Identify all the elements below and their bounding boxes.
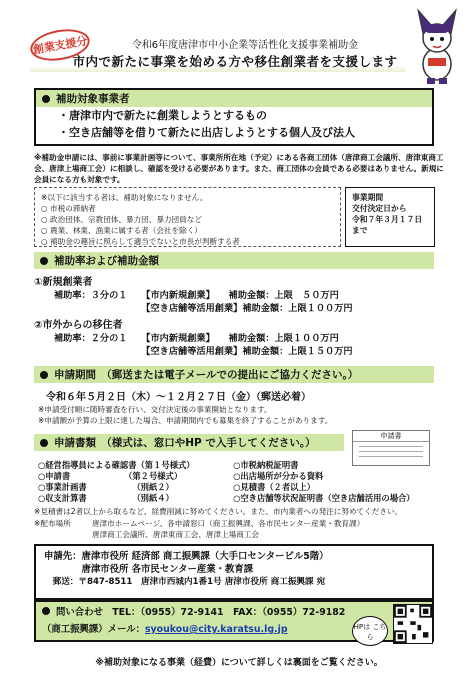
document-item: ○事業計画書 （別紙２） xyxy=(38,482,174,492)
page-title: 市内で新たに事業を始める方や移住創業者を支援します xyxy=(72,54,398,69)
target-item: ・空き店舗等を借りて新たに出店しようとする個人及び法人 xyxy=(58,126,355,139)
document-item: ○申請書 （第２号様式） xyxy=(38,471,183,481)
subsidy-rate-line: 補助率：３分の１ 【市内新規創業】 補助金額：上限 ５０万円 xyxy=(54,290,339,301)
target-item: ・唐津市内で新たに創業しようとするもの xyxy=(58,109,267,122)
bullet-icon xyxy=(42,95,50,103)
documents-heading: 申請書類 （様式は、窓口やHP で入手してください。） xyxy=(34,434,344,451)
hp-link-bubble[interactable]: HPは こちら xyxy=(352,616,388,646)
application-note: ※補助金申請には、事前に事業計画等について、事業所所在地（予定）にある各商工団体（唐津商工会議所、唐津東商工会、唐津上場商工会）に相談し、確認を受ける必要があります。また、商工団体の会員である必要はありません。新規に会員になる方も対象です。 xyxy=(34,153,444,184)
bullet-icon xyxy=(40,439,48,447)
period-line: まで xyxy=(352,226,368,235)
program-subtitle: 令和6年度唐津市中小企業等活性化支援事業補助金 xyxy=(131,40,359,51)
application-period-heading: 申請期間 （郵送または電子メールでの提出にご協力ください。） xyxy=(34,366,434,383)
documents-list xyxy=(38,460,438,504)
footer-note: ※補助対象になる事業（経費）について詳しくは裏面をご覧ください。 xyxy=(95,658,383,668)
subsidy-heading: 補助率および補助金額 xyxy=(34,252,434,269)
apply-to-box: 申請先：唐津市役所 経済部 商工振興課（大手口センタービル5階） 唐津市役所 各市民センター産業・教育課 郵送：〒847-8511 唐津市西城内1番1号 唐津市役所 商工振興課 宛 xyxy=(34,544,434,600)
support-badge: 創業支援分 xyxy=(28,25,92,65)
bullet-icon xyxy=(40,257,48,265)
exclusions-box xyxy=(34,187,341,247)
document-item: ○空き店舗等状況証明書（空き店舗活用の場合） xyxy=(233,493,415,503)
document-item: ○市税納税証明書 xyxy=(233,460,299,470)
application-notes: ※申請受付順に随時審査を行い、交付決定後の事業開始となります。 ※申請額が予算の上限に達した場合、申請期間内でも募集を終了することがあります。 xyxy=(38,405,333,425)
bullet-icon xyxy=(40,371,48,379)
exclusions-intro: ※以下に該当する者は、補助対象になりません。 xyxy=(41,193,208,202)
application-dates: 令和６年５月２日（木）～１２月２７日（金）（郵送必着） xyxy=(46,392,311,403)
period-line: 交付決定日から xyxy=(352,204,407,213)
contact-email-line: （商工振興課）メール：syoukou@city.karatsu.lg.jp xyxy=(42,624,288,635)
qr-code-icon[interactable] xyxy=(393,604,433,644)
period-label: 事業期間 xyxy=(352,193,384,202)
bullet-icon xyxy=(42,607,50,615)
contact-phone: 問い合わせ TEL：（0955）72-9141 FAX：（0955）72-9182 xyxy=(36,602,432,619)
exclusion-item: ○ 市税の滞納者 xyxy=(41,204,96,213)
project-period-box xyxy=(345,187,435,247)
target-heading: 補助対象事業者 xyxy=(36,90,432,107)
period-line: 令和７年３月１７日 xyxy=(352,215,423,224)
distribution-info: ※配布場所 唐津市ホームページ、各申請窓口（商工振興課、各市民センター産業・教育課） 唐津商工会議所、唐津東商工会、唐津上場商工会 xyxy=(34,519,365,539)
subsidy-migrant-label: ②市外からの移住者 xyxy=(34,320,123,331)
subsidy-new-label: ①新規創業者 xyxy=(34,277,93,288)
subsidy-rate-line: 【空き店舗等活用創業】補助金額：上限１５０万円 xyxy=(54,346,353,357)
document-item: ○見積書（２者以上） xyxy=(233,482,316,492)
document-item: ○収支計算書 （別紙４） xyxy=(38,493,174,503)
mascot-image xyxy=(408,6,466,86)
email-link[interactable]: syoukou@city.karatsu.lg.jp xyxy=(144,624,288,635)
exclusion-item: ○ 政治団体、宗教団体、暴力団、暴力団員など xyxy=(41,215,202,224)
document-item: ○出店場所が分かる資料 xyxy=(233,471,324,481)
target-section xyxy=(34,88,434,146)
subsidy-section xyxy=(34,276,444,358)
subsidy-rate-line: 【空き店舗等活用創業】補助金額：上限１００万円 xyxy=(54,303,353,314)
documents-note: ※見積書は2者以上から取るなど、経費削減に努めてください。また、市内業者への発注に努めてください。 xyxy=(34,507,403,516)
application-form-image: 申請書 xyxy=(352,430,430,466)
subsidy-rate-line: 補助率：２分の１ 【市内新規創業】 補助金額：上限１００万円 xyxy=(54,333,339,344)
exclusion-item: ○ 農業、林業、漁業に属する者（会社を除く） xyxy=(41,226,202,235)
document-item: ○経営指導員による確認書（第１号様式） xyxy=(38,460,195,470)
exclusion-item: ○ 補助金の趣旨に照らして適当でないと市長が判断する者 xyxy=(41,237,240,246)
